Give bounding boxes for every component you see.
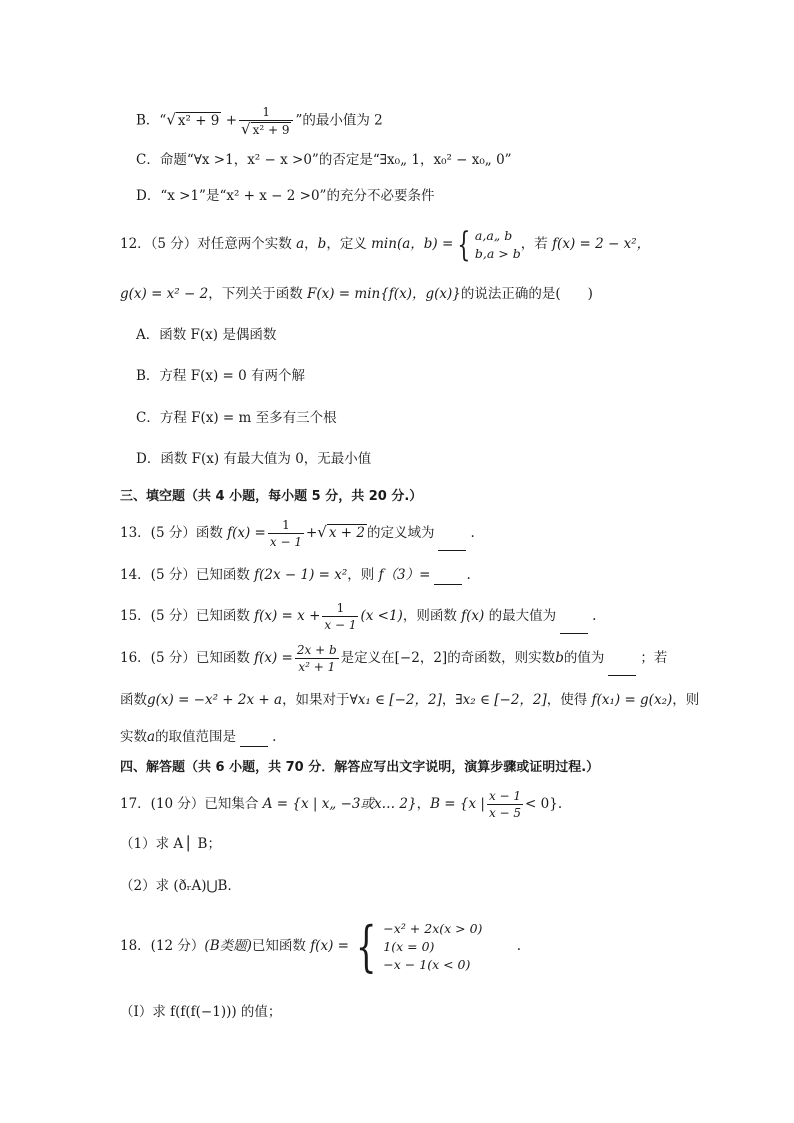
g-function: g(x) = −x² + 2x + a (147, 692, 283, 708)
question-16 (120, 640, 667, 676)
answer-blank[interactable] (438, 536, 466, 551)
quote-close: ” (295, 112, 303, 129)
F-definition: F(x) = min{f(x)，g(x)} (307, 286, 461, 302)
period: . (516, 938, 522, 954)
case-2: 1(x = 0) (383, 938, 435, 954)
question-18 (120, 916, 521, 976)
q18-text: 已知函数 (251, 938, 306, 954)
q12-text2: 定义 (339, 236, 367, 252)
sqrt-expr: x + 2 (328, 525, 365, 541)
q13-f: f(x) = (227, 525, 266, 541)
q17-number: 17．(10 分）已知集合 (120, 796, 259, 812)
q14-mid: ，则 (347, 567, 375, 583)
option-b: B．“√ x² + 9 + $\frac{1}{\text{√ x² + 9}}$ ”的最小值为 2 (136, 105, 383, 138)
q12-option-b: B．方程 F(x) = 0 有两个解 (136, 368, 306, 384)
g-definition: g(x) = x² − 2 (120, 286, 209, 302)
option-c-label: C．命题 (136, 152, 187, 168)
left-brace: { (457, 224, 471, 265)
comma: ， (416, 796, 431, 812)
radical-sign: √ (166, 110, 176, 129)
numerator: 2x + b (296, 643, 337, 657)
section-4-heading: 四、解答题（共 6 小题，共 70 分．解答应写出文字说明，演算步骤或证明过程.） (120, 760, 600, 775)
question-14: 14．(5 分）已知函数 f(2x − 1) = x²，则 f（3）= . (120, 567, 471, 583)
fraction (322, 600, 358, 633)
fraction (268, 517, 304, 550)
q16-domain: [−2，2] (394, 650, 448, 666)
option-c (136, 150, 512, 170)
var-b: b (317, 236, 327, 252)
section-3-heading: 三、填空题（共 4 小题，每小题 5 分，共 20 分.） (120, 489, 423, 504)
numerator: 1 (322, 600, 358, 617)
equation: f(x₁) = g(x₂) (591, 692, 673, 708)
option-d-p2: “x² + x − 2 >0” (219, 188, 327, 204)
fraction (487, 788, 523, 821)
question-15: 15．(5 分）已知函数 f(x) = x + $\frac{1}{x - 1}$ (x <1)，则函数 f(x) 的最大值为 . (120, 601, 597, 632)
option-d-label: D． (136, 188, 161, 204)
fraction (239, 104, 293, 138)
q12-option-d: D．函数 F(x) 有最大值为 0，无最小值 (136, 451, 372, 467)
q15-expr: f(x) = x + (254, 608, 321, 624)
case-3: −x − 1(x < 0) (383, 956, 471, 972)
fraction (295, 642, 339, 675)
answer-blank[interactable] (434, 570, 462, 585)
q14-expr: f(2x − 1) = x² (254, 567, 348, 583)
numerator: x − 1 (488, 789, 522, 803)
numerator: 1 (239, 104, 293, 121)
set-B-tail: < 0} (525, 796, 558, 812)
sqrt-expr-denom: x² + 9 (252, 123, 290, 137)
option-d-mid: 是 (205, 188, 220, 204)
radical-sign: √ (317, 523, 327, 541)
q16-l2d: ，则 (672, 692, 700, 708)
q14-number: 14．(5 分）已知函数 (120, 567, 250, 583)
q14-f3: f（3）= (378, 567, 431, 583)
denominator: √ x² + 9 (241, 120, 290, 138)
q12-text5: 的说法正确的是( ) (460, 286, 593, 302)
question-16-line3: 实数a的取值范围是 . (120, 729, 277, 745)
q13-tail: 的定义域为 (366, 525, 435, 541)
denominator: x² + 1 (298, 660, 336, 674)
q18-f: f(x) = (310, 938, 349, 954)
set-A: A = {x | x„ −3或x… 2} (262, 796, 417, 812)
q16-l2c: ，使得 (546, 692, 588, 708)
case-1: −x² + 2x(x > 0) (383, 920, 483, 936)
q15-cond: (x <1) (360, 608, 403, 624)
var-a: a (296, 236, 305, 252)
q17-part-2: （2）求 (ðᵣA)⋃B． (120, 878, 241, 894)
q13-number: 13．(5 分）函数 (120, 525, 223, 541)
q18-class: (B类题) (204, 938, 252, 954)
q16-number: 16．(5 分）已知函数 (120, 650, 250, 666)
q15-number: 15．(5 分）已知函数 (120, 608, 250, 624)
q18-number: 18．(12 分） (120, 938, 205, 954)
option-b-tail: 的最小值为 2 (302, 112, 383, 129)
case-2: b,a > b (474, 245, 521, 261)
case-1: a,a„ b (474, 227, 513, 243)
option-d-tail: 的充分不必要条件 (326, 188, 435, 204)
q15-mid: ，则函数 (402, 608, 457, 624)
answer-blank[interactable] (240, 732, 268, 747)
q15-tail: 的最大值为 (488, 608, 557, 624)
q18-part-1: （Ⅰ）求 f(f(f(−1))) 的值； (120, 1004, 282, 1020)
var-a: a (147, 729, 156, 745)
min-def: min(a，b) = (371, 236, 454, 252)
q12-option-a: A．函数 F(x) 是偶函数 (136, 327, 277, 343)
q16-f: f(x) = (254, 650, 293, 666)
question-13: 13．(5 分）函数 f(x) = $\frac{1}{x - 1}$ +√ x + 2 的定义域为 . (120, 518, 475, 549)
set-B: B = {x | (430, 796, 485, 812)
denominator: x − 1 (269, 535, 302, 549)
option-d-p1: “x >1” (160, 188, 206, 204)
q16-l3a: 实数 (120, 729, 147, 745)
q16-l2b: ，如果对于 (282, 692, 350, 708)
option-d (136, 186, 434, 206)
question-12: 12．（5 分）对任意两个实数 a，b，定义 min(a，b) = { a,a„ b b,a > b ，若 f(x) = 2 − x²， (120, 224, 651, 265)
denominator: x − 1 (324, 618, 357, 632)
q12-text4: ，下列关于函数 (208, 286, 303, 302)
q16-l2a: 函数 (120, 692, 147, 708)
forall-clause: ∀x₁ ∈ [−2，2] (349, 692, 442, 708)
q16-t3: 的值为 (563, 650, 605, 666)
period: . (557, 796, 563, 812)
q12-option-c: C．方程 F(x) = m 至多有三个根 (136, 410, 337, 426)
quote-open: “ (159, 112, 167, 129)
answer-blank[interactable] (560, 619, 588, 634)
q16-l3b: 的取值范围是 (155, 729, 237, 745)
var-b: b (555, 650, 564, 666)
q16-t1: 是定义在 (340, 650, 395, 666)
question-16-line2: 函数g(x) = −x² + 2x + a，如果对于∀x₁ ∈ [−2，2]，∃x₂ ∈ [−2，2]，使得 f(x₁) = g(x₂)，则 (120, 692, 700, 708)
sqrt-expr: x² + 9 (177, 112, 220, 129)
option-c-mid: 的否定是 (318, 152, 373, 168)
exists-clause: ∃x₂ ∈ [−2，2] (455, 692, 547, 708)
q15-fx: f(x) (461, 608, 485, 624)
q12-text1: 对任意两个实数 (197, 236, 292, 252)
option-c-neg: “∃x₀„ 1，x₀² − x₀„ 0” (372, 152, 512, 168)
f-definition: f(x) = 2 − x²， (552, 236, 651, 252)
q16-t2: 的奇函数，则实数 (447, 650, 556, 666)
left-brace: { (355, 914, 377, 978)
answer-blank[interactable] (608, 661, 636, 676)
question-12-line2 (120, 284, 593, 304)
q12-number: 12．（5 分） (120, 236, 198, 252)
q16-t4: ；若 (640, 650, 668, 666)
numerator: 1 (268, 517, 304, 534)
q17-part-1: （1）求 A⎪ B； (120, 836, 221, 852)
option-c-prop: “∀x >1，x² − x >0” (186, 152, 319, 168)
question-17 (120, 786, 562, 822)
option-b-label: B． (136, 112, 160, 129)
piecewise-cases (383, 920, 482, 974)
q12-text3: 若 (534, 236, 548, 252)
denominator: x − 5 (488, 806, 522, 820)
cases-block (475, 227, 521, 263)
